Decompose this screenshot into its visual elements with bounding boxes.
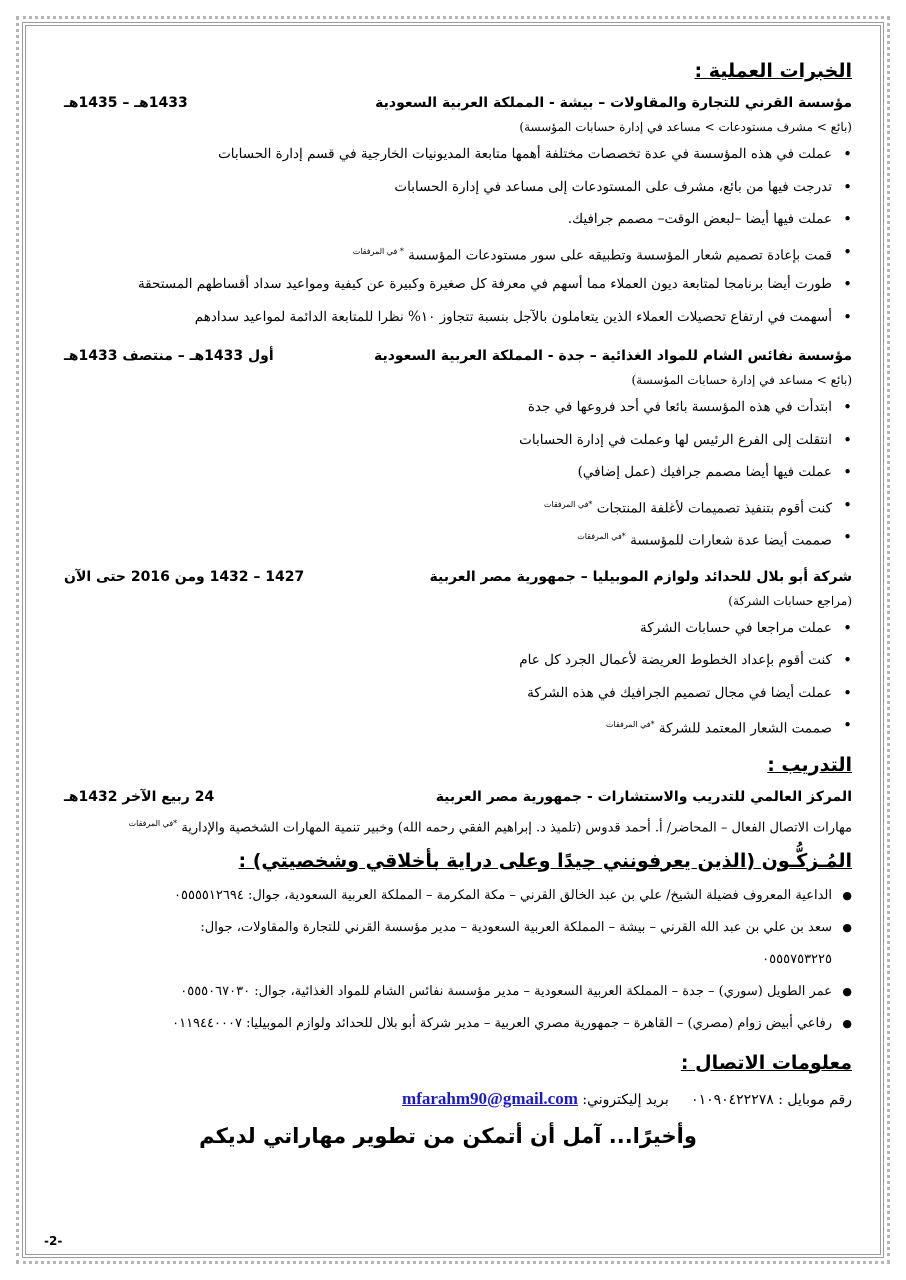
list-item: • طورت أيضا برنامجا لمتابعة ديون العملاء مما أسهم في معرفة كل صغيرة وكبيرة عن كيفية ومواعيد سداد أقساطهم المستحقة [44, 268, 832, 301]
list-item: • انتقلت إلى الفرع الرئيس لها وعملت في إدارة الحسابات [44, 424, 832, 457]
list-item: • عملت فيها أيضا مصمم جرافيك (عمل إضافي) [44, 456, 832, 489]
org-role: (مراجع حسابات الشركة) [728, 593, 852, 608]
org-role: (بائع > مشرف مستودعات > مساعد في إدارة حسابات المؤسسة) [519, 120, 852, 134]
reference-phone: ٠٥٥٥٠٦٧٠٣٠ [180, 983, 251, 999]
reference-item: ● الداعية المعروف فضيلة الشيخ/ علي بن عبد الخالق القرني – مكة المكرمة – المملكة العربية السعودية، جوال: ٠٥٥٥٥١٢٦٩٤ [44, 880, 832, 912]
references-heading: المُـزكُّـون (الذين يعرفونني جيدًا وعلى دراية بأخلاقي وشخصيتي) : [238, 849, 852, 872]
page-number: -2- [44, 1234, 63, 1248]
attachment-note: * في المرفقات [352, 246, 404, 256]
list-item: • ابتدأت في هذه المؤسسة بائعا في أحد فروعها في جدة [44, 391, 832, 424]
org-role: (بائع > مساعد في إدارة حسابات المؤسسة) [631, 373, 852, 387]
list-item: • صممت الشعار المعتمد للشركة $^{*في المرفقات}$ [44, 709, 832, 742]
email-label: بريد إليكتروني: [582, 1091, 669, 1108]
list-item: • عملت في هذه المؤسسة في عدة تخصصات مختلفة أهمها متابعة المديونيات الخارجية في قسم إدارة الحسابات [44, 138, 832, 171]
experience-entry [44, 90, 852, 333]
training-date: 24 ربيع الآخر 1432هـ [64, 788, 215, 805]
list-item: • قمت بإعادة تصميم شعار المؤسسة وتطبيقه على سور مستودعات المؤسسة $^{* في المرفقات}$ [44, 236, 832, 269]
list-item: • تدرجت فيها من بائع، مشرف على المستودعات إلى مساعد في إدارة الحسابات [44, 171, 832, 204]
reference-phone: ٠١١٩٤٤٠٠٠٧ [172, 1015, 242, 1031]
mobile-number: ٠١٠٩٠٤٢٢٢٧٨ [691, 1091, 774, 1108]
closing-statement: وأخيرًا... آمل أن أتمكن من تطوير مهاراتي لديكم [199, 1123, 697, 1148]
org-name: شركة أبو بلال للحدائد ولوازم الموبيليا – جمهورية مصر العربية [429, 568, 852, 585]
reference-item: ● رفاعي أبيض زوام (مصري) – القاهرة – جمهورية مصري العربية – مدير شركة أبو بلال للحدائد ولوازم الموبيليا: ٠١١٩٤٤٠٠٠٧ [44, 1008, 832, 1040]
reference-item: ● سعد بن علي بن عبد الله القرني – بيشة – المملكة العربية السعودية – مدير مؤسسة القرني للتجارة والمقاولات، جوال: ٠٥٥٥٧٥٣٢٢٥ [44, 912, 832, 976]
attachment-note: *في المرفقات [128, 818, 178, 828]
list-item: • عملت أيضا في مجال تصميم الجرافيك في هذه الشركة [44, 677, 832, 710]
experience-entry [44, 343, 852, 554]
list-item: • أسهمت في ارتفاع تحصيلات العملاء الذين يتعاملون بالآجل بنسبة تتجاوز ١٠% نظرا للمتابعة الدائمة لمواعيد سدادهم [44, 301, 832, 334]
attachment-note: *في المرفقات [577, 532, 626, 541]
experience-entry [44, 564, 852, 742]
email-link[interactable]: mfarahm90@gmail.com [402, 1088, 578, 1108]
list-item: • صممت أيضا عدة شعارات للمؤسسة $^{*في المرفقات}$ [44, 521, 832, 554]
list-item: • كنت أقوم بتنفيذ تصميمات لأغلفة المنتجات $^{*في المرفقات}$ [44, 489, 832, 522]
experience-heading: الخبرات العملية : [694, 60, 852, 82]
training-heading: التدريب : [767, 753, 852, 776]
contact-line [44, 1082, 852, 1116]
resume-page [44, 58, 852, 1148]
contact-heading: معلومات الاتصال : [680, 1051, 852, 1074]
org-name: مؤسسة القرني للتجارة والمقاولات – بيشة - المملكة العربية السعودية [375, 95, 852, 111]
list-item: • عملت مراجعا في حسابات الشركة [44, 612, 832, 645]
list-item: • كنت أقوم بإعداد الخطوط العريضة لأعمال الجرد كل عام [44, 644, 832, 677]
org-date: 1427 – 1432 ومن 2016 حتى الآن [64, 568, 305, 585]
reference-phone: ٠٥٥٥٧٥٣٢٢٥ [762, 951, 832, 967]
attachment-note: *في المرفقات [543, 499, 593, 509]
org-date: 1433هـ – 1435هـ [64, 95, 188, 111]
org-name: مؤسسة نفائس الشام للمواد الغذائية – جدة - المملكة العربية السعودية [373, 348, 852, 364]
reference-phone: ٠٥٥٥٥١٢٦٩٤ [174, 887, 244, 903]
training-org: المركز العالمي للتدريب والاستشارات - جمهورية مصر العربية [435, 788, 852, 805]
list-item: • عملت فيها أيضا –لبعض الوقت– مصمم جرافيك. [44, 203, 832, 236]
reference-item: ● عمر الطويل (سوري) – جدة – المملكة العربية السعودية – مدير مؤسسة نفائس الشام للمواد الغذائية، جوال: ٠٥٥٥٠٦٧٠٣٠ [44, 976, 832, 1008]
attachment-note: *في المرفقات [605, 720, 655, 729]
mobile-label: رقم موبايل : [778, 1091, 852, 1108]
org-date: أول 1433هـ – منتصف 1433هـ [64, 348, 274, 364]
training-detail: مهارات الاتصال الفعال – المحاضر/ أ. أحمد قدوس (تلميذ د. إبراهيم الفقي رحمه الله) وخبير تنمية المهارات الشخصية والإدارية $^{*في المرفقات}$ [128, 818, 852, 835]
